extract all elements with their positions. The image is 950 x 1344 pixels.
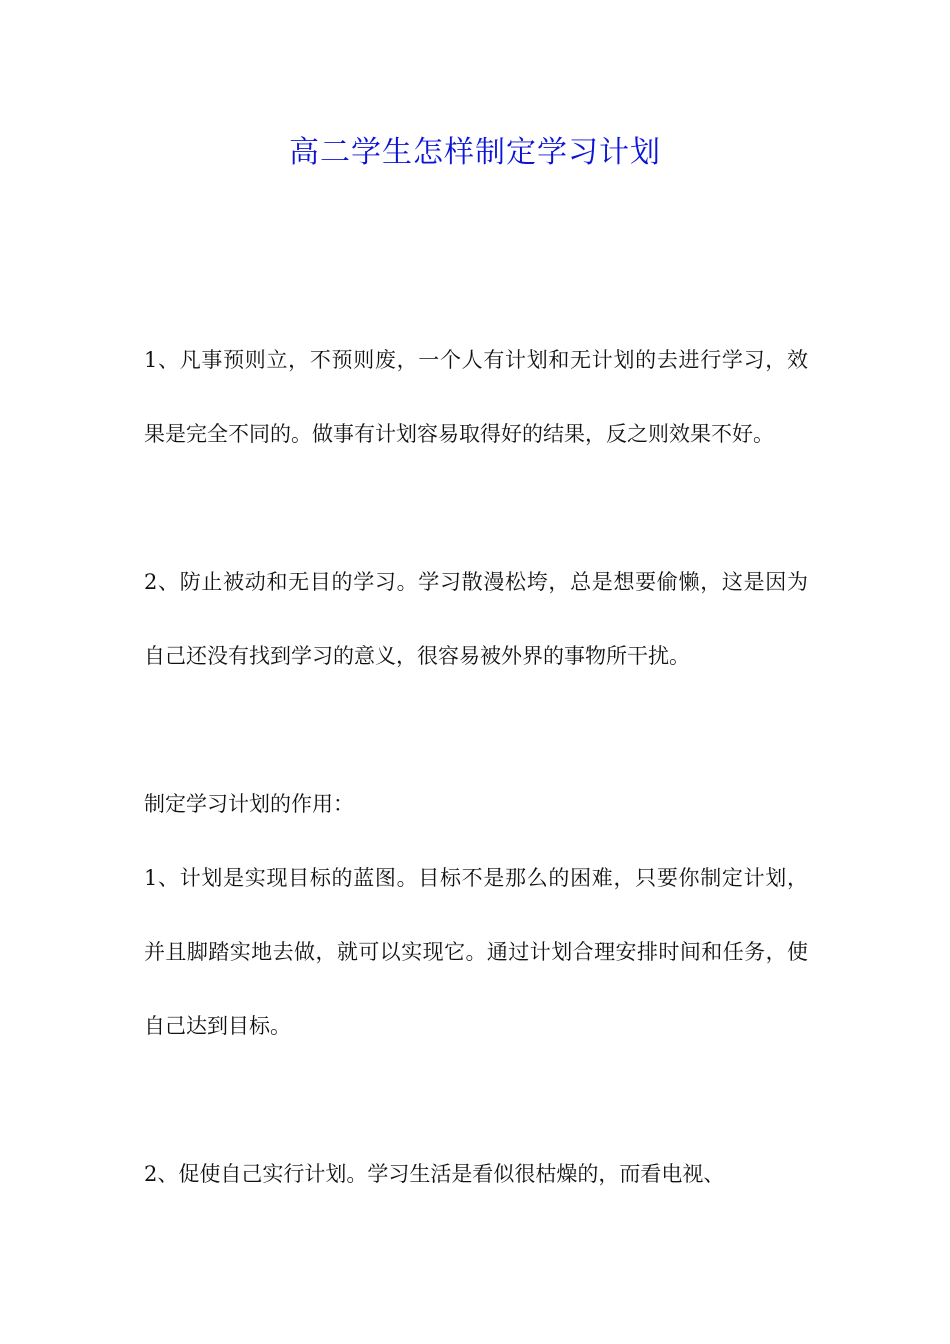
- paragraph-1: [144, 323, 808, 471]
- paragraph-text: 1、凡事预则立，不预则废，一个人有计划和无计划的去进行学习，效果是完全不同的。做事有计划容易取得好的结果，反之则效果不好。: [144, 348, 808, 446]
- page-title: 高二学生怎样制定学习计划: [289, 135, 661, 170]
- paragraph-4: [144, 1137, 808, 1211]
- section-heading: [144, 767, 808, 841]
- paragraph-text: 制定学习计划的作用：: [144, 792, 354, 816]
- paragraph-2: [144, 545, 808, 693]
- paragraph-text: 2、促使自己实行计划。学习生活是看似很枯燥的，而看电视、: [144, 1162, 725, 1186]
- paragraph-3: [144, 841, 808, 1063]
- paragraph-text: 2、防止被动和无目的学习。学习散漫松垮，总是想要偷懒，这是因为自己还没有找到学习的意义，很容易被外界的事物所干扰。: [144, 570, 808, 668]
- paragraph-text: 1、计划是实现目标的蓝图。目标不是那么的困难，只要你制定计划，并且脚踏实地去做，就可以实现它。通过计划合理安排时间和任务，使自己达到目标。: [144, 866, 808, 1038]
